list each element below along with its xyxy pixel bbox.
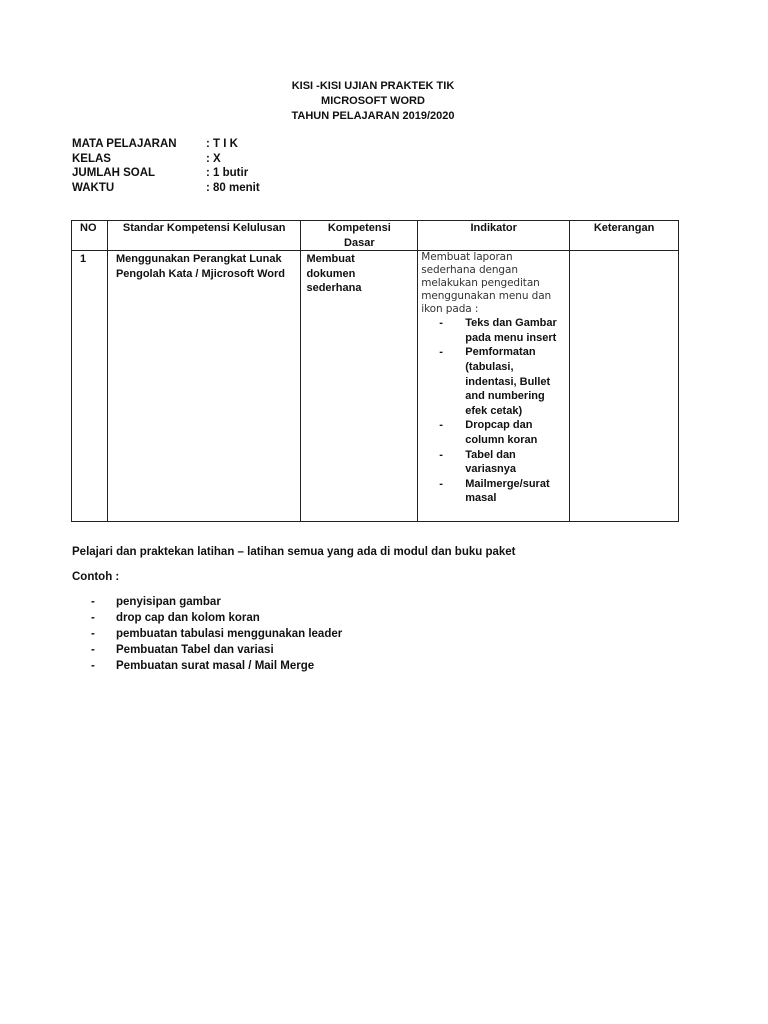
list-item xyxy=(421,316,565,345)
info-row-class xyxy=(72,152,260,167)
info-value: : 80 menit xyxy=(206,181,260,194)
indikator-intro: Membuat laporan sederhana dengan melakukan pengeditan menggunakan menu dan ikon pada : xyxy=(421,251,552,316)
instruction-paragraph: Pelajari dan praktekan latihan – latihan semua yang ada di modul dan buku paket xyxy=(72,546,516,558)
cell-keterangan xyxy=(570,251,679,522)
list-item xyxy=(72,594,342,610)
info-label: JUMLAH SOAL xyxy=(72,167,156,179)
list-item xyxy=(421,448,565,477)
dash-bullet: - xyxy=(439,448,443,461)
header-indikator: Indikator xyxy=(418,221,570,251)
cell-indikator xyxy=(418,251,570,522)
contoh-item-text: Pembuatan surat masal / Mail Merge xyxy=(116,660,315,672)
info-label: MATA PELAJARAN xyxy=(72,138,177,150)
table-header-row xyxy=(72,221,679,251)
dash-bullet: - xyxy=(439,419,443,432)
cell-standar: Menggunakan Perangkat Lunak Pengolah Kata / Mjicrosoft Word xyxy=(107,251,301,522)
list-item xyxy=(421,345,565,418)
list-item xyxy=(421,418,565,447)
document-title xyxy=(0,79,746,124)
info-label: KELAS xyxy=(72,152,111,165)
indikator-list xyxy=(421,316,565,506)
list-item xyxy=(72,626,342,642)
header-standar: Standar Kompetensi Kelulusan xyxy=(107,221,301,251)
info-value: : T I K xyxy=(206,138,238,150)
cell-no: 1 xyxy=(72,251,108,522)
indikator-item-text: Pemformatan (tabulasi, indentasi, Bullet and numbering efek cetak) xyxy=(465,346,551,417)
info-row-subject xyxy=(72,137,260,152)
indikator-item-text: Mailmerge/surat masal xyxy=(465,477,550,505)
header-no: NO xyxy=(72,221,108,251)
title-line-1: KISI -KISI UJIAN PRAKTEK TIK xyxy=(291,80,455,92)
dash-bullet: - xyxy=(91,612,95,624)
info-value: : 1 butir xyxy=(206,167,249,179)
contoh-item-text: drop cap dan kolom koran xyxy=(116,612,260,624)
dash-bullet: - xyxy=(91,660,95,672)
kisi-table xyxy=(71,220,679,522)
info-block xyxy=(72,137,260,195)
header-kompetensi-text: Kompetensi Dasar xyxy=(327,222,391,249)
indikator-item-text: Teks dan Gambar pada menu insert xyxy=(465,317,557,344)
dash-bullet: - xyxy=(91,644,95,656)
list-item xyxy=(72,658,342,674)
info-row-time xyxy=(72,181,260,196)
info-value: : X xyxy=(206,152,221,165)
indikator-item-text: Tabel dan variasnya xyxy=(465,448,517,476)
list-item xyxy=(72,610,342,626)
table-row xyxy=(72,251,679,522)
contoh-list xyxy=(72,594,342,674)
cell-kompetensi-text: Membuat dokumen sederhana xyxy=(306,253,362,295)
contoh-item-text: Pembuatan Tabel dan variasi xyxy=(116,644,274,656)
info-label: WAKTU xyxy=(72,181,115,194)
dash-bullet: - xyxy=(439,346,443,359)
contoh-item-text: pembuatan tabulasi menggunakan leader xyxy=(116,628,343,640)
contoh-label: Contoh : xyxy=(72,571,120,583)
indikator-item-text: Dropcap dan column koran xyxy=(465,419,538,446)
info-row-questions xyxy=(72,166,260,181)
dash-bullet: - xyxy=(439,317,443,330)
cell-kompetensi xyxy=(301,251,418,522)
title-line-2: MICROSOFT WORD xyxy=(321,95,425,107)
dash-bullet: - xyxy=(91,596,95,608)
list-item xyxy=(421,477,565,506)
contoh-item-text: penyisipan gambar xyxy=(116,596,221,608)
list-item xyxy=(72,642,342,658)
header-keterangan: Keterangan xyxy=(570,221,679,251)
header-kompetensi xyxy=(301,221,418,251)
title-line-3: TAHUN PELAJARAN 2019/2020 xyxy=(291,110,455,122)
dash-bullet: - xyxy=(91,628,95,640)
dash-bullet: - xyxy=(439,477,443,490)
